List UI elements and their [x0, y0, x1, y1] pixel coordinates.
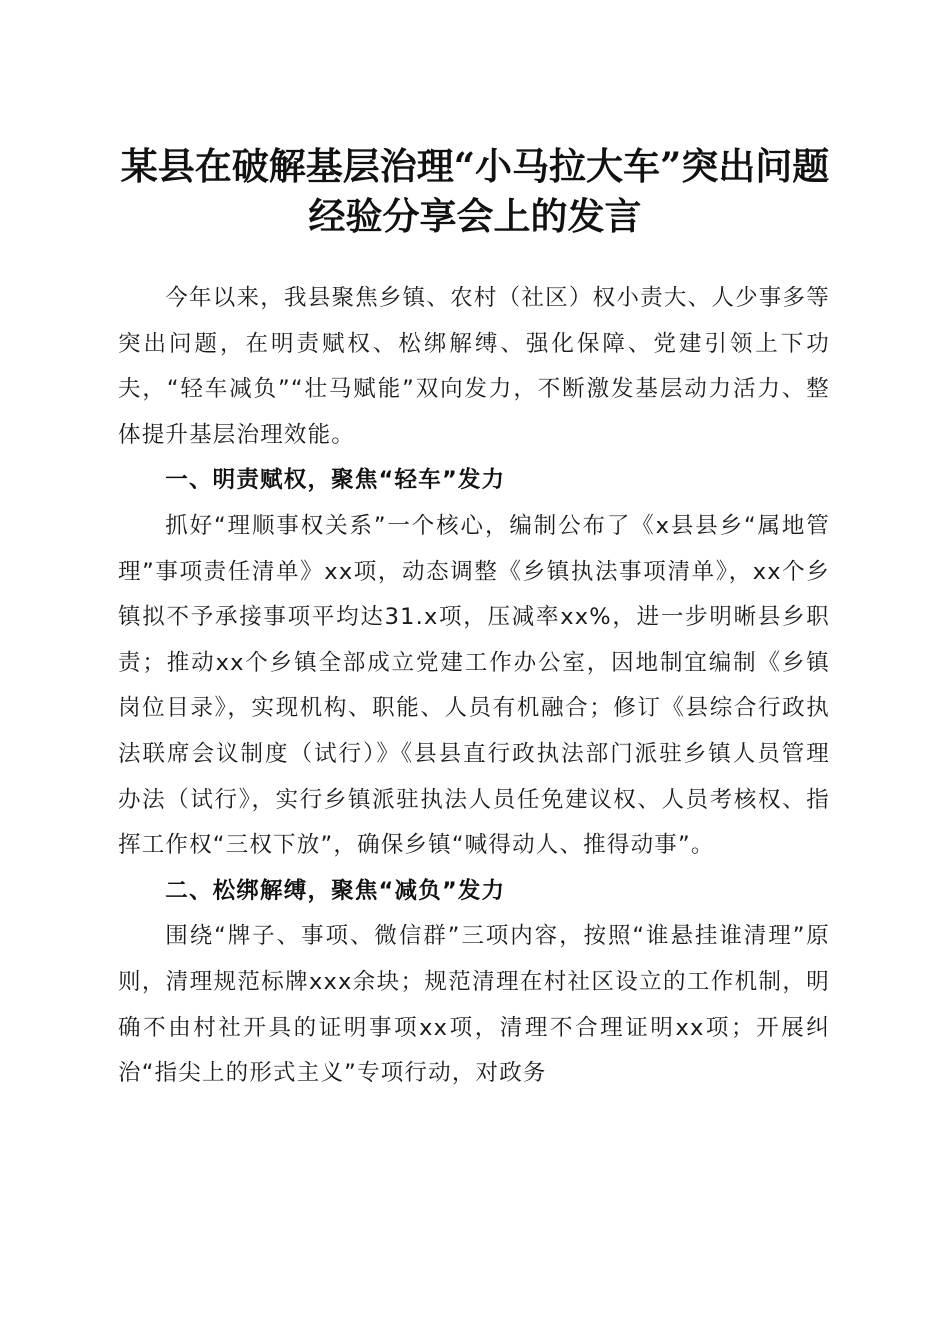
- section-heading-2: 二、松绑解缚，聚焦“减负”发力: [165, 877, 506, 904]
- intro-paragraph: 今年以来，我县聚焦乡镇、农村（社区）权小责大、人少事多等突出问题，在明责赋权、松绑解缚、强化保障、党建引领上下功夫，“轻车减负”“壮马赋能”双向发力，不断激发基层动力活力、整体提升基层治理效能。: [118, 285, 830, 448]
- document-title-line-1: 某县在破解基层治理“小马拉大车”突出问题: [120, 144, 830, 188]
- document-title-line-2: 经验分享会上的发言: [308, 194, 642, 238]
- document-body: [118, 276, 830, 1097]
- section-paragraph-2: 围绕“牌子、事项、微信群”三项内容，按照“谁悬挂谁清理”原则，清理规范标牌xxx余块；规范清理在村社区设立的工作机制，明确不由村社开具的证明事项xx项，清理不合理证明xx项；开展纠治“指尖上的形式主义”专项行动，对政务: [118, 923, 830, 1087]
- section-heading-1: 一、明责赋权，聚焦“轻车”发力: [165, 467, 506, 494]
- section-paragraph-1: 抓好“理顺事权关系”一个核心，编制公布了《x县县乡“属地管理”事项责任清单》xx项，动态调整《乡镇执法事项清单》，xx个乡镇拟不予承接事项平均达31.x项，压减率xx%，进一步明晰县乡职责；推动xx个乡镇全部成立党建工作办公室，因地制宜编制《乡镇岗位目录》，实现机构、职能、人员有机融合；修订《县综合行政执法联席会议制度（试行）》《县县直行政执法部门派驻乡镇人员管理办法（试行》，实行乡镇派驻执法人员任免建议权、人员考核权、指挥工作权“三权下放”，确保乡镇“喊得动人、推得动事”。: [118, 512, 830, 859]
